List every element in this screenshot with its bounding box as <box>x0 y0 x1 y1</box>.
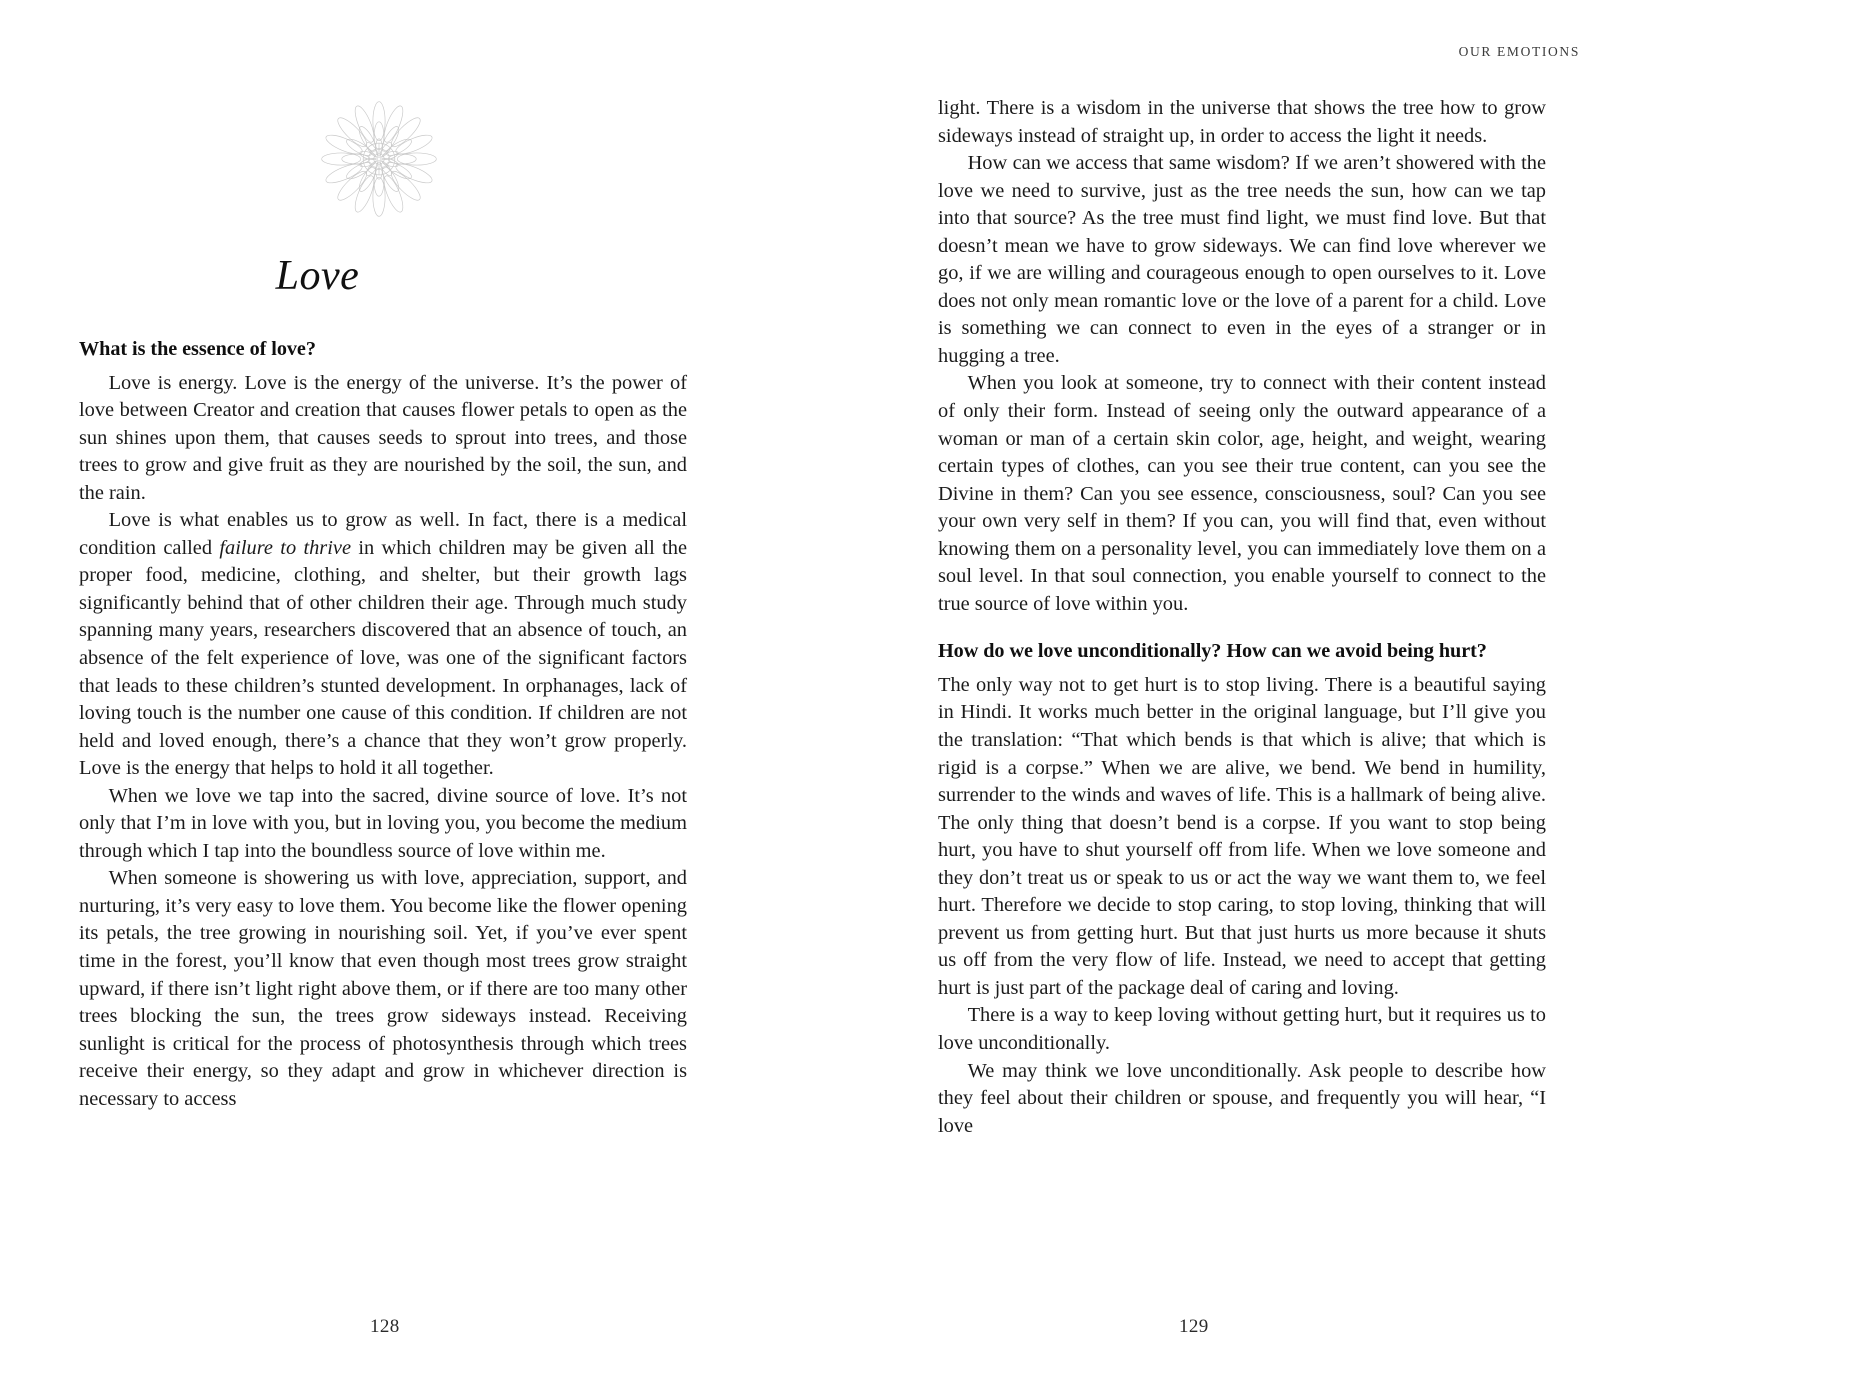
left-column-text <box>79 336 687 1113</box>
paragraph-continued: light. There is a wisdom in the universe that shows the tree how to grow sideways instead of straight up, in order to access the light it needs. <box>938 97 1546 147</box>
paragraph: When you look at someone, try to connect with their content instead of only their form. Instead of seeing only the outward appearance of a woman or man of a certain skin color, age, height, and weight, wearing certain types of clothes, can you see their true content, can you see the Divine in them? Can you see essence, consciousness, soul? Can you see your own very self in them? If you can, you will find that, even without knowing them on a personality level, you can immediately love them on a soul level. In that soul connection, you enable yourself to connect to the true source of love within you. <box>938 372 1546 615</box>
right-page <box>931 0 1862 1396</box>
paragraph: The only way not to get hurt is to stop living. There is a beautiful saying in Hindi. It works much better in the original language, but I’ll give you the translation: “That which bends is that which is alive; that which is rigid is a corpse.” When we are alive, we bend. We bend in humility, surrender to the winds and waves of life. This is a hallmark of being alive. The only thing that doesn’t bend is a corpse. If you want to stop being hurt, you have to shut yourself off from life. When we love someone and they don’t treat us or speak to us or act the way we want them to, we feel hurt. Therefore we decide to stop caring, to stop loving, thinking that will prevent us from getting hurt. But that just hurts us more because it shuts us off from the very flow of life. Instead, we need to accept that getting hurt is just part of the package deal of caring and loving. <box>938 673 1546 999</box>
paragraph: Love is energy. Love is the energy of the universe. It’s the power of love between Creator and creation that causes flower petals to open as the sun shines upon them, that causes seeds to sprout into trees, and those trees to grow and give fruit as they are nourished by the soil, the sun, and the rain. <box>79 371 687 504</box>
paragraph-text: Love is what enables us to grow as well. In fact, there is a medical condition called failure to thrive in which children may be given all the proper food, medicine, clothing, and shelter, but their growth lags significantly behind that of other children their age. Through much study spanning many years, researchers discovered that an absence of touch, an absence of the felt experience of love, was one of the significant factors that leads to these children’s stunted development. In orphanages, lack of loving touch is the number one cause of this condition. If children are not held and loved enough, there’s a chance that they won’t grow properly. Love is the energy that helps to hold it all together. <box>79 509 687 780</box>
paragraph: How can we access that same wisdom? If we aren’t showered with the love we need to survive, just as the tree needs the sun, how can we tap into that source? As the tree must find light, we must find love. But that doesn’t mean we have to grow sideways. We can find love wherever we go, if we are willing and courageous enough to open ourselves to it. Love does not only mean romantic love or the love of a parent for a child. Love is something we can connect to even in the eyes of a stranger or in hugging a tree. <box>938 152 1546 367</box>
right-column-text <box>938 95 1546 1140</box>
section-subhead-love-unconditionally: How do we love unconditionally? How can we avoid being hurt? <box>938 640 1487 663</box>
chapter-title: Love <box>275 253 360 299</box>
mandala-flower-ornament-icon <box>318 98 440 220</box>
paragraph: There is a way to keep loving without getting hurt, but it requires us to love unconditionally. <box>938 1004 1546 1054</box>
page-number-left: 128 <box>370 1316 400 1337</box>
paragraph: We may think we love unconditionally. Ask people to describe how they feel about their children or spouse, and frequently you will hear, “I love <box>938 1059 1546 1137</box>
paragraph: When we love we tap into the sacred, divine source of love. It’s not only that I’m in love with you, but in loving you, you become the medium through which I tap into the boundless source of love within me. <box>79 784 687 862</box>
italic-term: failure to thrive <box>219 536 352 559</box>
running-head: OUR EMOTIONS <box>1458 44 1580 59</box>
paragraph-with-italic <box>79 507 687 782</box>
page-number-right: 129 <box>1179 1316 1209 1337</box>
paragraph: When someone is showering us with love, appreciation, support, and nurturing, it’s very easy to love them. You become like the flower opening its petals, the tree growing in nourishing soil. Yet, if you’ve ever spent time in the forest, you’ll know that even though most trees grow straight upward, if there isn’t light right above them, or if there are too many other trees blocking the sun, the trees grow sideways instead. Receiving sunlight is critical for the process of photosynthesis through which trees receive their energy, so they adapt and grow in whichever direction is necessary to access <box>79 867 687 1110</box>
section-subhead-essence-of-love: What is the essence of love? <box>79 338 316 360</box>
